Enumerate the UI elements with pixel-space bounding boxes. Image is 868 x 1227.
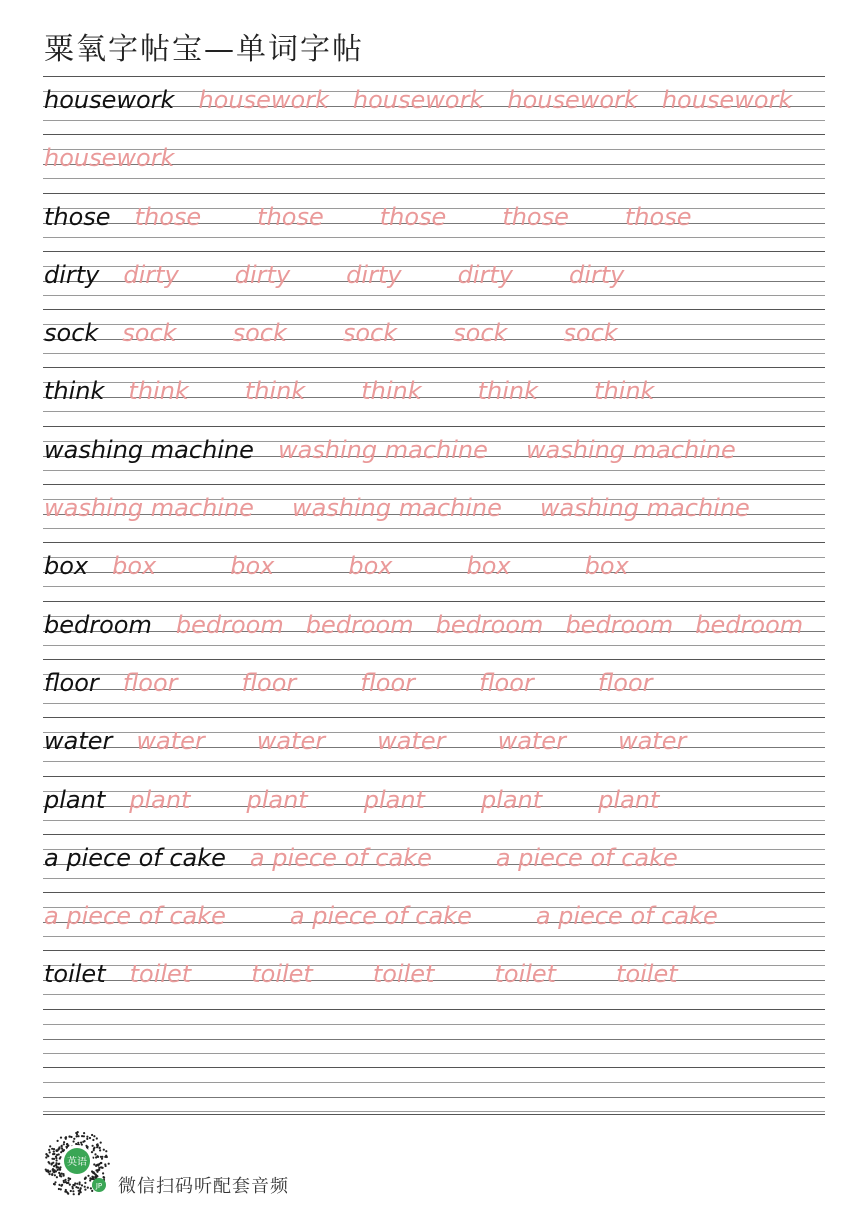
trace-word: a piece of cake bbox=[289, 902, 472, 931]
model-word: floor bbox=[44, 668, 99, 697]
model-word: bedroom bbox=[44, 610, 152, 639]
trace-word: water bbox=[377, 727, 446, 756]
row-words bbox=[44, 431, 774, 469]
trace-word: a piece of cake bbox=[249, 843, 432, 872]
corner-badge-text: JP bbox=[95, 1182, 103, 1190]
trace-word: think bbox=[594, 377, 655, 406]
trace-word: bedroom bbox=[435, 610, 544, 639]
trace-word: those bbox=[257, 202, 324, 231]
trace-word: washing machine bbox=[291, 494, 502, 523]
trace-word: those bbox=[624, 202, 692, 231]
model-word: those bbox=[44, 202, 111, 231]
practice-row bbox=[43, 76, 825, 134]
row-words bbox=[44, 198, 747, 236]
sheet-bottom-rule bbox=[43, 1114, 825, 1115]
ruling-line bbox=[43, 703, 825, 704]
trace-word: floor bbox=[241, 668, 297, 697]
ruling-line bbox=[43, 1111, 825, 1112]
trace-word: toilet bbox=[494, 960, 557, 989]
ruling-line bbox=[43, 295, 825, 296]
row-words bbox=[44, 955, 738, 993]
ruling-line bbox=[43, 586, 825, 587]
trace-word: water bbox=[256, 727, 326, 756]
ruling-line bbox=[43, 878, 825, 879]
trace-word: box bbox=[584, 552, 629, 581]
practice-row bbox=[43, 717, 825, 775]
row-words bbox=[44, 839, 742, 877]
trace-word: sock bbox=[342, 319, 398, 348]
ruling-line bbox=[43, 251, 825, 252]
row-words bbox=[44, 314, 674, 352]
ruling-line bbox=[43, 1082, 825, 1083]
ruling-line bbox=[43, 1009, 825, 1010]
trace-word: bedroom bbox=[175, 610, 284, 639]
trace-word: bedroom bbox=[305, 610, 414, 639]
practice-row bbox=[43, 659, 825, 717]
ruling-line bbox=[43, 426, 825, 427]
model-word: box bbox=[44, 552, 89, 581]
trace-word: floor bbox=[479, 668, 534, 697]
practice-row bbox=[43, 484, 825, 542]
trace-word: sock bbox=[453, 319, 508, 348]
model-word: washing machine bbox=[44, 435, 254, 464]
practice-row bbox=[43, 193, 825, 251]
page-title: 粟氧字帖宝—单词字帖 bbox=[44, 32, 364, 67]
trace-word: plant bbox=[246, 785, 308, 814]
row-words bbox=[44, 139, 174, 177]
model-word: dirty bbox=[44, 260, 100, 289]
ruling-line bbox=[43, 120, 825, 121]
ruling-line bbox=[43, 542, 825, 543]
ruling-line bbox=[43, 178, 825, 179]
row-words bbox=[44, 489, 788, 527]
row-words bbox=[44, 664, 717, 702]
ruling-line bbox=[43, 994, 825, 995]
ruling-line bbox=[43, 1067, 825, 1068]
badge-text: 英语 bbox=[67, 1157, 87, 1168]
model-word: plant bbox=[44, 785, 106, 814]
model-word: sock bbox=[44, 319, 99, 348]
trace-word: dirty bbox=[234, 260, 291, 289]
trace-word: housework bbox=[661, 86, 793, 114]
ruling-line bbox=[43, 237, 825, 238]
practice-row bbox=[43, 251, 825, 309]
trace-word: box bbox=[466, 552, 511, 581]
practice-row bbox=[43, 309, 825, 367]
practice-row bbox=[43, 1067, 825, 1125]
practice-row bbox=[43, 950, 825, 1008]
trace-word: washing machine bbox=[277, 435, 488, 464]
trace-word: housework bbox=[44, 144, 175, 173]
row-words bbox=[44, 897, 782, 935]
row-words bbox=[44, 722, 738, 760]
ruling-line bbox=[43, 601, 825, 602]
trace-word: plant bbox=[598, 785, 660, 814]
ruling-line bbox=[43, 470, 825, 471]
row-words bbox=[44, 372, 710, 410]
ruling-line bbox=[43, 1024, 825, 1025]
ruling-line bbox=[43, 193, 825, 194]
model-word: toilet bbox=[44, 960, 106, 989]
trace-word: think bbox=[477, 377, 539, 406]
ruling-line bbox=[43, 134, 825, 135]
trace-word: dirty bbox=[457, 260, 513, 289]
trace-word: washing machine bbox=[539, 494, 750, 523]
ruling-line bbox=[43, 892, 825, 893]
trace-word: dirty bbox=[123, 260, 179, 289]
ruling-line bbox=[43, 353, 825, 354]
trace-word: box bbox=[230, 552, 275, 581]
trace-word: floor bbox=[122, 668, 178, 697]
ruling-line bbox=[43, 1053, 825, 1054]
ruling-line bbox=[43, 528, 825, 529]
row-words bbox=[44, 606, 825, 644]
trace-word: think bbox=[128, 377, 189, 406]
model-word: think bbox=[44, 377, 105, 406]
trace-word: floor bbox=[360, 668, 415, 697]
trace-word: a piece of cake bbox=[44, 902, 226, 931]
trace-word: sock bbox=[232, 319, 287, 348]
practice-row bbox=[43, 892, 825, 950]
trace-word: toilet bbox=[616, 960, 678, 989]
trace-word: dirty bbox=[568, 260, 625, 289]
trace-word: bedroom bbox=[565, 610, 674, 639]
practice-row bbox=[43, 542, 825, 600]
ruling-line bbox=[43, 645, 825, 646]
trace-word: floor bbox=[597, 668, 653, 697]
ruling-line bbox=[43, 367, 825, 368]
trace-word: housework bbox=[198, 86, 329, 114]
practice-row bbox=[43, 426, 825, 484]
trace-word: washing machine bbox=[525, 435, 736, 464]
trace-word: housework bbox=[352, 86, 484, 114]
practice-row bbox=[43, 1009, 825, 1067]
practice-row bbox=[43, 367, 825, 425]
trace-word: water bbox=[136, 727, 205, 756]
ruling-line bbox=[43, 411, 825, 412]
trace-word: think bbox=[361, 377, 422, 406]
audio-caption: 微信扫码听配套音频 bbox=[118, 1176, 289, 1197]
practice-sheet bbox=[43, 76, 825, 1125]
trace-word: those bbox=[134, 202, 202, 231]
ruling-line bbox=[43, 1097, 825, 1098]
ruling-line bbox=[43, 484, 825, 485]
ruling-line bbox=[43, 1039, 825, 1040]
ruling-line bbox=[43, 950, 825, 951]
model-word: water bbox=[44, 727, 113, 756]
practice-row bbox=[43, 834, 825, 892]
ruling-line bbox=[43, 659, 825, 660]
trace-word: those bbox=[379, 202, 447, 231]
row-words bbox=[44, 547, 703, 585]
trace-word: toilet bbox=[251, 960, 313, 989]
trace-word: water bbox=[617, 727, 687, 756]
trace-word: toilet bbox=[372, 960, 435, 989]
trace-word: plant bbox=[480, 785, 543, 814]
ruling-line bbox=[43, 820, 825, 821]
trace-word: dirty bbox=[346, 260, 402, 289]
row-words bbox=[44, 256, 680, 294]
trace-word: a piece of cake bbox=[495, 843, 678, 872]
trace-word: plant bbox=[129, 785, 191, 814]
trace-word: box bbox=[112, 552, 157, 581]
trace-word: plant bbox=[363, 785, 425, 814]
ruling-line bbox=[43, 717, 825, 718]
practice-row bbox=[43, 134, 825, 192]
trace-word: housework bbox=[507, 86, 638, 114]
trace-word: a piece of cake bbox=[535, 902, 718, 931]
trace-word: box bbox=[348, 552, 393, 581]
ruling-line bbox=[43, 834, 825, 835]
ruling-line bbox=[43, 76, 825, 77]
ruling-line bbox=[43, 776, 825, 777]
trace-word: those bbox=[502, 202, 569, 231]
ruling-line bbox=[43, 936, 825, 937]
ruling-line bbox=[43, 761, 825, 762]
trace-word: water bbox=[497, 727, 566, 756]
trace-word: sock bbox=[563, 319, 618, 348]
practice-row bbox=[43, 601, 825, 659]
practice-row bbox=[43, 776, 825, 834]
trace-word: washing machine bbox=[44, 494, 254, 523]
row-words bbox=[44, 781, 715, 819]
trace-word: toilet bbox=[129, 960, 192, 989]
trace-word: sock bbox=[122, 319, 177, 348]
trace-word: think bbox=[244, 377, 306, 406]
model-word: housework bbox=[44, 86, 175, 114]
ruling-line bbox=[43, 309, 825, 310]
model-word: a piece of cake bbox=[44, 843, 226, 872]
row-words bbox=[44, 81, 816, 119]
trace-word: bedroom bbox=[695, 610, 804, 639]
qr-code-icon[interactable] bbox=[42, 1128, 112, 1198]
